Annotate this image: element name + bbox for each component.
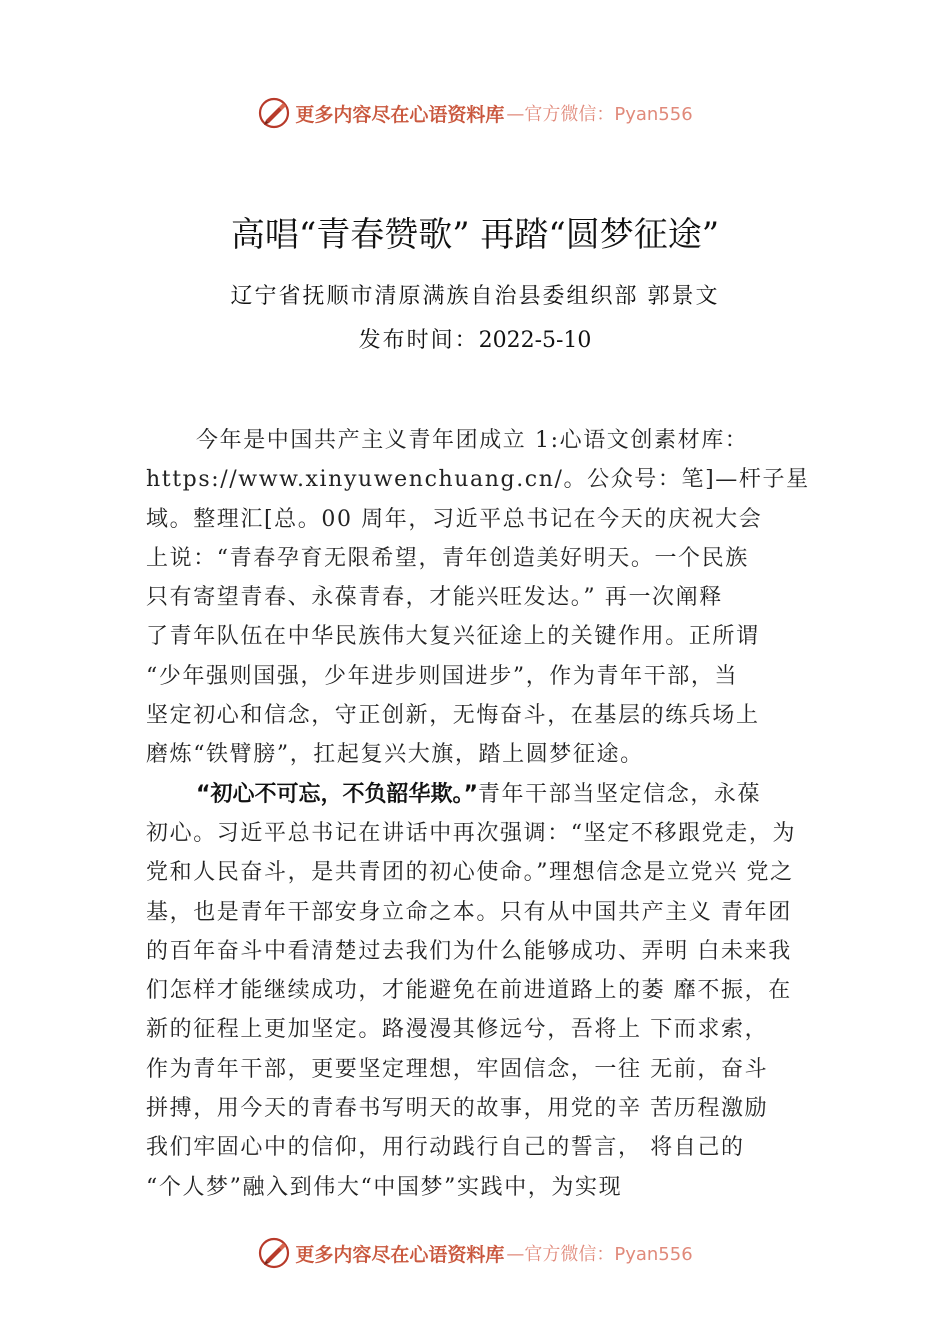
paragraph-line: 域。整理汇[总。00 周年，习近平总书记在今天的庆祝大会	[146, 506, 763, 532]
paragraph-line: 了青年队伍在中华民族伟大复兴征途上的关键作用。正所谓	[146, 624, 760, 650]
paragraph-line: “少年强则国强，少年进步则国进步”，作为青年干部，当	[146, 663, 739, 689]
paragraph-line	[146, 775, 846, 814]
article-body	[146, 421, 846, 1207]
publish-date-value: 2022-5-10	[478, 328, 592, 353]
paragraph-line: https://www.xinyuwenchuang.cn/。公众号：笔]—杆子星	[146, 467, 810, 493]
paragraph-line: 党和人民奋斗，是共青团的初心使命。”理想信念是立党兴 党之	[146, 860, 794, 886]
banner-main-text: 更多内容尽在心语资料库	[295, 1243, 505, 1266]
paragraph-lead-quote: “初心不可忘，不负韶华欺。”	[196, 781, 478, 807]
publish-date	[0, 324, 950, 358]
paragraph-line: 作为青年干部，更要坚定理想，牢固信念，一往 无前，奋斗	[146, 1056, 769, 1082]
paragraph-line: 们怎样才能继续成功，才能避免在前进道路上的萎 靡不振，在	[146, 978, 792, 1004]
publish-date-label: 发布时间：	[358, 328, 479, 353]
paragraph-line: 坚定初心和信念，守正创新，无悔奋斗，在基层的练兵场上	[146, 703, 760, 729]
paragraph-line: 今年是中国共产主义青年团成立 1:心语文创素材库：	[196, 428, 749, 453]
paragraph-line: 初心。习近平总书记在讲话中再次强调：“坚定不移跟党走，为	[146, 820, 797, 846]
banner-wechat-text: —官方微信：Pyan556	[506, 1244, 693, 1265]
paragraph-line: 磨炼“铁臂膀”，扛起复兴大旗，踏上圆梦征途。	[146, 742, 644, 768]
paragraph-line: 新的征程上更加坚定。路漫漫其修远兮，吾将上 下而求索，	[146, 1017, 769, 1043]
article-title: 高唱“青春赞歌” 再踏“圆梦征途”	[230, 215, 720, 255]
banner-wechat-text: —官方微信：Pyan556	[506, 104, 693, 125]
pen-logo-icon	[257, 1236, 291, 1270]
footer-banner	[0, 1233, 950, 1273]
paragraph-line: “个人梦”融入到伟大“中国梦”实践中，为实现	[146, 1174, 623, 1200]
paragraph-line: 基，也是青年干部安身立命之本。只有从中国共产主义 青年团	[146, 899, 792, 925]
banner-main-text: 更多内容尽在心语资料库	[295, 103, 505, 126]
header-banner	[0, 93, 950, 133]
paragraph-line: 我们牢固心中的信仰，用行动践行自己的誓言， 将自己的	[146, 1135, 745, 1161]
paragraph-line: 上说：“青春孕育无限希望，青年创造美好明天。一个民族	[146, 545, 749, 571]
pen-logo-icon	[257, 96, 291, 130]
paragraph-line: 的百年奋斗中看清楚过去我们为什么能够成功、弄明 白未来我	[146, 938, 792, 964]
paragraph-lead-rest: 青年干部当坚定信念，永葆	[477, 781, 762, 807]
article-author: 辽宁省抚顺市清原满族自治县委组织部 郭景文	[230, 284, 720, 309]
paragraph-line: 拼搏，用今天的青春书写明天的故事，用党的辛 苦历程激励	[146, 1096, 769, 1122]
paragraph-line: 只有寄望青春、永葆青春，才能兴旺发达。” 再一次阐释	[146, 585, 723, 611]
